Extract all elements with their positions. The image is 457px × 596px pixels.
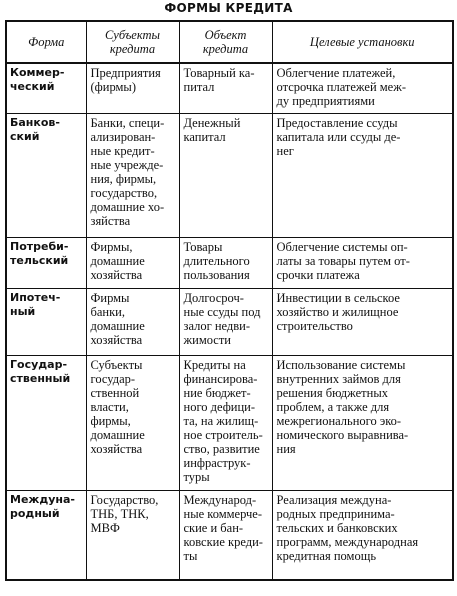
cell-line: Инвестиции в сельское <box>276 291 400 305</box>
cell-line: Денежный <box>183 116 241 130</box>
object-cell <box>179 238 272 289</box>
cell-line: государ- <box>90 372 136 386</box>
cell-line: проблем, а также для <box>276 400 390 414</box>
object-cell <box>179 356 272 491</box>
cell-line: ный <box>10 305 36 318</box>
cell-line: родных предпринима- <box>276 507 395 521</box>
goals-cell <box>272 491 453 581</box>
cell-line: ные коммерче- <box>183 507 263 521</box>
cell-line: Объект <box>204 28 247 42</box>
table-row <box>6 289 453 356</box>
cell-line: ализирован- <box>90 130 156 144</box>
cell-line: ние бюджет- <box>183 386 251 400</box>
cell-line: Фирмы <box>90 291 130 305</box>
cell-line: срочки платежа <box>276 268 360 282</box>
cell-line: хозяйства <box>90 442 143 456</box>
cell-line: государство, <box>90 186 158 200</box>
cell-line: та, на жилищ- <box>183 414 259 428</box>
cell-line: хозяйства <box>90 333 143 347</box>
cell-line: Облегчение платежей, <box>276 66 396 80</box>
subjects-cell <box>86 114 179 238</box>
cell-line: тельский <box>10 254 69 267</box>
goals-cell <box>272 289 453 356</box>
table-row <box>6 491 453 581</box>
form-cell <box>6 491 86 581</box>
cell-line: Предоставление ссуды <box>276 116 398 130</box>
cell-line: власти, <box>90 400 129 414</box>
cell-line: банки, <box>90 305 125 319</box>
cell-line: ковские креди- <box>183 535 263 549</box>
subjects-cell <box>86 238 179 289</box>
form-cell <box>6 114 86 238</box>
cell-line: зяйства <box>90 214 131 228</box>
cell-line: туры <box>183 470 210 484</box>
header-row <box>6 21 453 63</box>
cell-line: Субъекты <box>104 28 161 42</box>
cell-line: номического выравнива- <box>276 428 409 442</box>
cell-line: Потреби- <box>10 240 69 253</box>
cell-line: Форма <box>28 35 65 49</box>
cell-line: ский <box>10 130 40 143</box>
cell-line: ного дефици- <box>183 400 256 414</box>
credit-forms-table <box>5 20 454 581</box>
cell-line: нег <box>276 144 294 158</box>
goals-cell <box>272 238 453 289</box>
page-title: ФОРМЫ КРЕДИТА <box>164 1 293 15</box>
cell-line: хозяйства <box>90 268 143 282</box>
cell-line: капитала или ссуды де- <box>276 130 401 144</box>
cell-line: отсрочка платежей меж- <box>276 80 407 94</box>
cell-line: (фирмы) <box>90 80 136 94</box>
subjects-cell <box>86 289 179 356</box>
object-cell <box>179 114 272 238</box>
cell-line: хозяйство и жилищное <box>276 305 399 319</box>
cell-line: Товары <box>183 240 223 254</box>
cell-line: Междуна- <box>10 493 75 506</box>
form-cell <box>6 238 86 289</box>
cell-line: Фирмы, <box>90 240 133 254</box>
cell-line: ния <box>276 442 296 456</box>
cell-line: капитал <box>183 130 226 144</box>
cell-line: питал <box>183 80 215 94</box>
cell-line: Кредиты на <box>183 358 246 372</box>
cell-line: ские и бан- <box>183 521 244 535</box>
cell-line: внутренних займов для <box>276 372 401 386</box>
cell-line: ное строитель- <box>183 428 263 442</box>
form-cell <box>6 356 86 491</box>
cell-line: ТНБ, ТНК, <box>90 507 149 521</box>
cell-line: длительного <box>183 254 250 268</box>
cell-line: ты <box>183 549 198 563</box>
cell-line: ные ссуды под <box>183 305 261 319</box>
object-cell <box>179 289 272 356</box>
cell-line: тельских и банковских <box>276 521 398 535</box>
cell-line: ственный <box>10 372 71 385</box>
cell-line: жимости <box>183 333 231 347</box>
subjects-cell <box>86 356 179 491</box>
goals-cell <box>272 356 453 491</box>
form-cell <box>6 63 86 114</box>
cell-line: Ипотеч- <box>10 291 61 304</box>
cell-line: инфраструк- <box>183 456 251 470</box>
cell-line: кредита <box>109 42 156 56</box>
cell-line: Международ- <box>183 493 257 507</box>
cell-line: МВФ <box>90 521 120 535</box>
cell-line: фирмы, <box>90 414 131 428</box>
cell-line: ство, развитие <box>183 442 260 456</box>
cell-line: Товарный ка- <box>183 66 255 80</box>
cell-line: Коммер- <box>10 66 65 79</box>
cell-line: домашние хо- <box>90 200 165 214</box>
cell-line: программ, международная <box>276 535 419 549</box>
cell-line: межрегионального эко- <box>276 414 402 428</box>
cell-line: залог недви- <box>183 319 251 333</box>
cell-line: ные учрежде- <box>90 158 164 172</box>
header-form <box>6 21 86 63</box>
cell-line: Государ- <box>10 358 68 371</box>
cell-line: кредитная помощь <box>276 549 377 563</box>
header-object <box>179 21 272 63</box>
cell-line: ческий <box>10 80 55 93</box>
object-cell <box>179 63 272 114</box>
form-cell <box>6 289 86 356</box>
cell-line: Реализация междуна- <box>276 493 392 507</box>
cell-line: домашние <box>90 254 145 268</box>
cell-line: Долгосроч- <box>183 291 244 305</box>
table-row <box>6 114 453 238</box>
goals-cell <box>272 63 453 114</box>
cell-line: ные кредит- <box>90 144 155 158</box>
cell-line: Субъекты <box>90 358 143 372</box>
cell-line: родный <box>10 507 60 520</box>
cell-line: Предприятия <box>90 66 161 80</box>
subjects-cell <box>86 491 179 581</box>
table-row <box>6 356 453 491</box>
cell-line: кредита <box>202 42 249 56</box>
subjects-cell <box>86 63 179 114</box>
cell-line: Целевые установки <box>309 35 415 49</box>
cell-line: финансирова- <box>183 372 258 386</box>
header-goals <box>272 21 453 63</box>
goals-cell <box>272 114 453 238</box>
cell-line: Облегчение системы оп- <box>276 240 408 254</box>
cell-line: латы за товары путем от- <box>276 254 410 268</box>
object-cell <box>179 491 272 581</box>
cell-line: Банки, специ- <box>90 116 165 130</box>
table-row <box>6 238 453 289</box>
cell-line: ду предприятиями <box>276 94 375 108</box>
cell-line: Государство, <box>90 493 159 507</box>
header-subjects <box>86 21 179 63</box>
cell-line: Использование системы <box>276 358 406 372</box>
cell-line: домашние <box>90 319 145 333</box>
cell-line: ственной <box>90 386 140 400</box>
table-row <box>6 63 453 114</box>
cell-line: решения бюджетных <box>276 386 388 400</box>
cell-line: Банков- <box>10 116 60 129</box>
cell-line: ния, фирмы, <box>90 172 157 186</box>
cell-line: строительство <box>276 319 353 333</box>
cell-line: пользования <box>183 268 250 282</box>
cell-line: домашние <box>90 428 145 442</box>
